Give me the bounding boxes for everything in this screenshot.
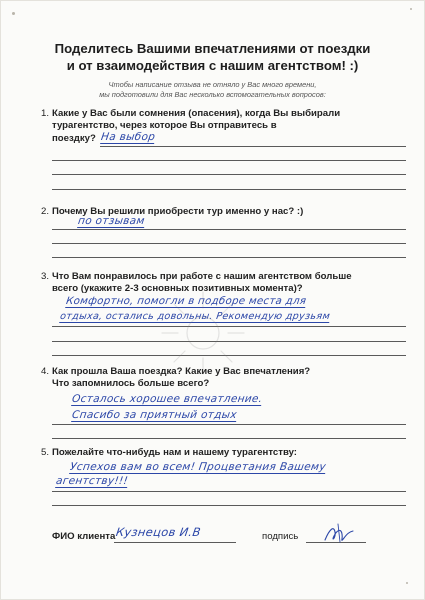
question-text: Как прошла Ваша поездка? Какие у Вас впечатления? <box>52 366 311 377</box>
question-text: турагентство, через которое Вы отправитесь в <box>52 120 277 132</box>
client-name-value: Кузнецов И.В <box>115 525 202 539</box>
answer-3-line-1: Комфортно, помогли в подборе места для <box>65 296 307 307</box>
answer-4-line-1: Осталось хорошее впечатление. <box>71 393 264 405</box>
question-text: Какие у Вас были сомнения (опасения), когда Вы выбирали <box>52 108 341 119</box>
answer-4-line-2: Спасибо за приятный отдых <box>71 409 238 421</box>
sun-watermark-icon <box>158 288 248 378</box>
scan-fleck <box>12 12 15 15</box>
question-5 <box>41 447 401 459</box>
question-number: 2. <box>41 206 50 217</box>
question-number: 1. <box>41 108 50 119</box>
answer-line <box>52 424 406 425</box>
answer-line <box>52 243 406 244</box>
form-title-line-2: и от взаимодействия с нашим агентством! :) <box>66 58 359 73</box>
answer-line <box>52 257 406 258</box>
question-text: всего (укажите 2-3 основных позитивных момента)? <box>52 283 303 295</box>
answer-2-line-1: по отзывам <box>77 215 146 227</box>
answer-line <box>100 146 406 147</box>
intro-line-2: мы подготовили для Вас несколько вспомогательных вопросов: <box>99 90 326 99</box>
answer-5-line-2: агентству!!! <box>55 475 129 487</box>
client-name-line <box>114 542 236 543</box>
question-text: Почему Вы решили приобрести тур именно у нас? :) <box>52 206 304 217</box>
client-name-label: ФИО клиента <box>52 531 116 542</box>
scan-fleck <box>406 582 408 584</box>
answer-1-line-1: На выбор <box>100 131 157 143</box>
question-text: Что Вам понравилось при работе с нашим агентством больше <box>52 271 352 282</box>
answer-5-line-1: Успехов вам во всем! Процветания Вашему <box>69 461 327 473</box>
answer-line <box>52 174 406 175</box>
answer-line <box>52 491 406 492</box>
answer-line <box>52 438 406 439</box>
question-text: поездку? <box>52 132 96 144</box>
answer-line <box>52 160 406 161</box>
question-1 <box>41 108 401 145</box>
handwritten-signature <box>322 522 356 548</box>
question-number: 4. <box>41 366 50 377</box>
answer-line <box>52 505 406 506</box>
intro-line-1: Чтобы написание отзыва не отняло у Вас много времени, <box>108 80 317 89</box>
question-number: 3. <box>41 271 50 282</box>
answer-3-line-2: отдыха, остались довольны. Рекомендую друзьям <box>59 311 331 322</box>
form-title-line-1: Поделитесь Вашими впечатлениями от поездки <box>54 41 371 56</box>
question-number: 5. <box>41 447 50 458</box>
question-text: Что запомнилось больше всего? <box>52 378 210 390</box>
answer-line <box>52 189 406 190</box>
scan-fleck <box>410 8 412 10</box>
signature-label: подпись <box>262 531 299 542</box>
answer-line <box>52 229 406 230</box>
question-text: Пожелайте что-нибудь нам и нашему турагентству: <box>52 447 298 458</box>
